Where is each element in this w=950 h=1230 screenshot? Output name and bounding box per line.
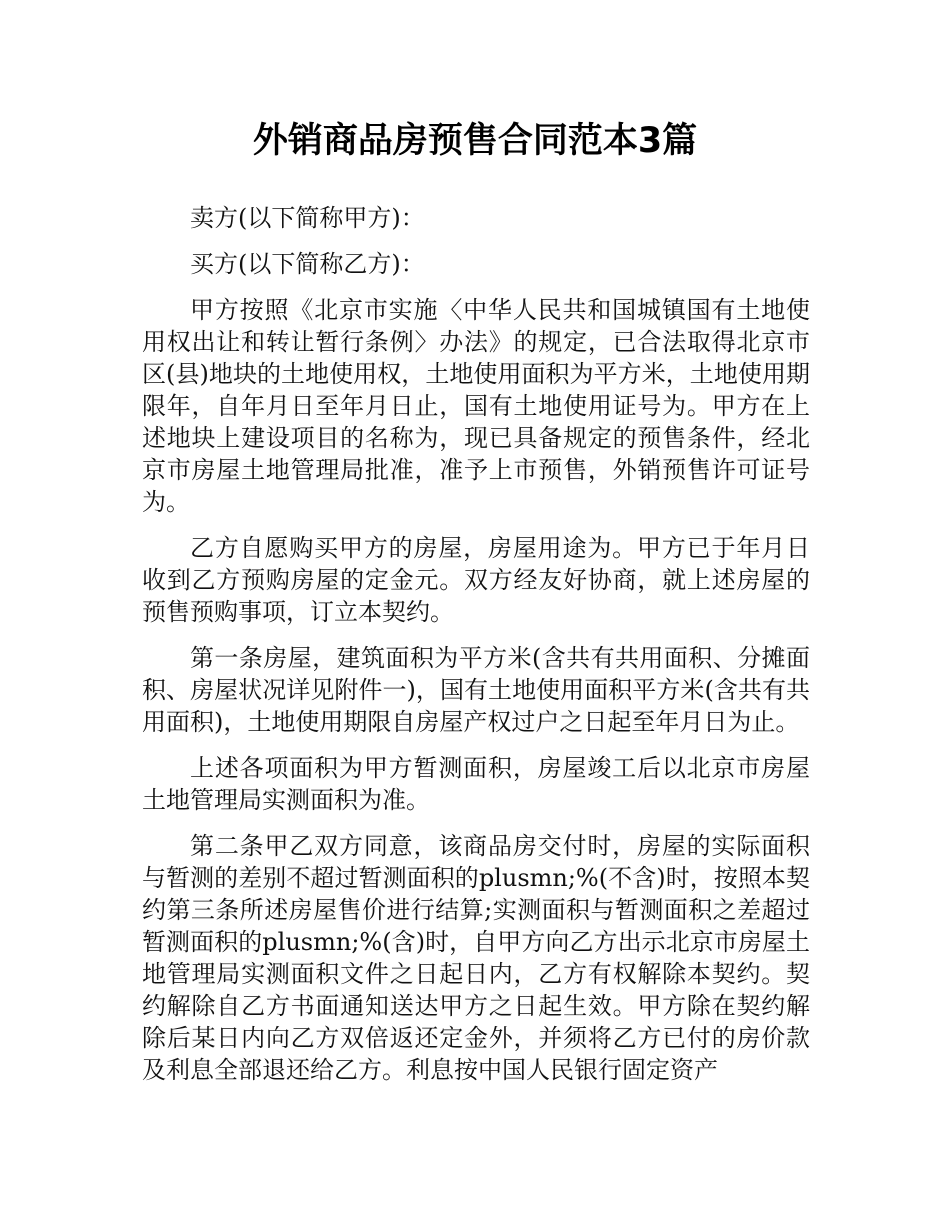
preamble-paragraph: 甲方按照《北京市实施〈中华人民共和国城镇国有土地使用权出让和转让暂行条例〉办法》的规定，已合法取得北京市区(县)地块的土地使用权，土地使用面积为平方米，土地使用期限年，自年月日至年月日止，国有土地使用证号为。甲方在上述地块上建设项目的名称为，现已具备规定的预售条件，经北京市房屋土地管理局批准，准予上市预售，外销预售许可证号为。 xyxy=(142,296,810,516)
seller-line: 卖方(以下简称甲方)： xyxy=(190,204,425,232)
document-body xyxy=(142,202,810,1100)
article-2-paragraph: 第二条甲乙双方同意，该商品房交付时，房屋的实际面积与暂测的差别不超过暂测面积的plusmn;%(不含)时，按照本契约第三条所述房屋售价进行结算;实测面积与暂测面积之差超过暂测面积的plusmn;%(含)时，自甲方向乙方出示北京市房屋土地管理局实测面积文件之日起日内，乙方有权解除本契约。契约解除自乙方书面通知送达甲方之日起生效。甲方除在契约解除后某日内向乙方双倍返还定金外，并须将乙方已付的房价款及利息全部退还给乙方。利息按中国人民银行固定资产 xyxy=(142,832,810,1084)
purchase-intent-paragraph: 乙方自愿购买甲方的房屋，房屋用途为。甲方已于年月日收到乙方预购房屋的定金元。双方经友好协商，就上述房屋的预售预购事项，订立本契约。 xyxy=(142,534,810,626)
document-title: 外销商品房预售合同范本3篇 xyxy=(252,121,698,161)
area-note-paragraph: 上述各项面积为甲方暂测面积，房屋竣工后以北京市房屋土地管理局实测面积为准。 xyxy=(142,754,810,814)
buyer-line: 买方(以下简称乙方)： xyxy=(190,250,425,278)
article-1-paragraph: 第一条房屋，建筑面积为平方米(含共有共用面积、分摊面积、房屋状况详见附件一)，国有土地使用面积平方米(含共有共用面积)，土地使用期限自房屋产权过户之日起至年月日为止。 xyxy=(142,644,810,736)
